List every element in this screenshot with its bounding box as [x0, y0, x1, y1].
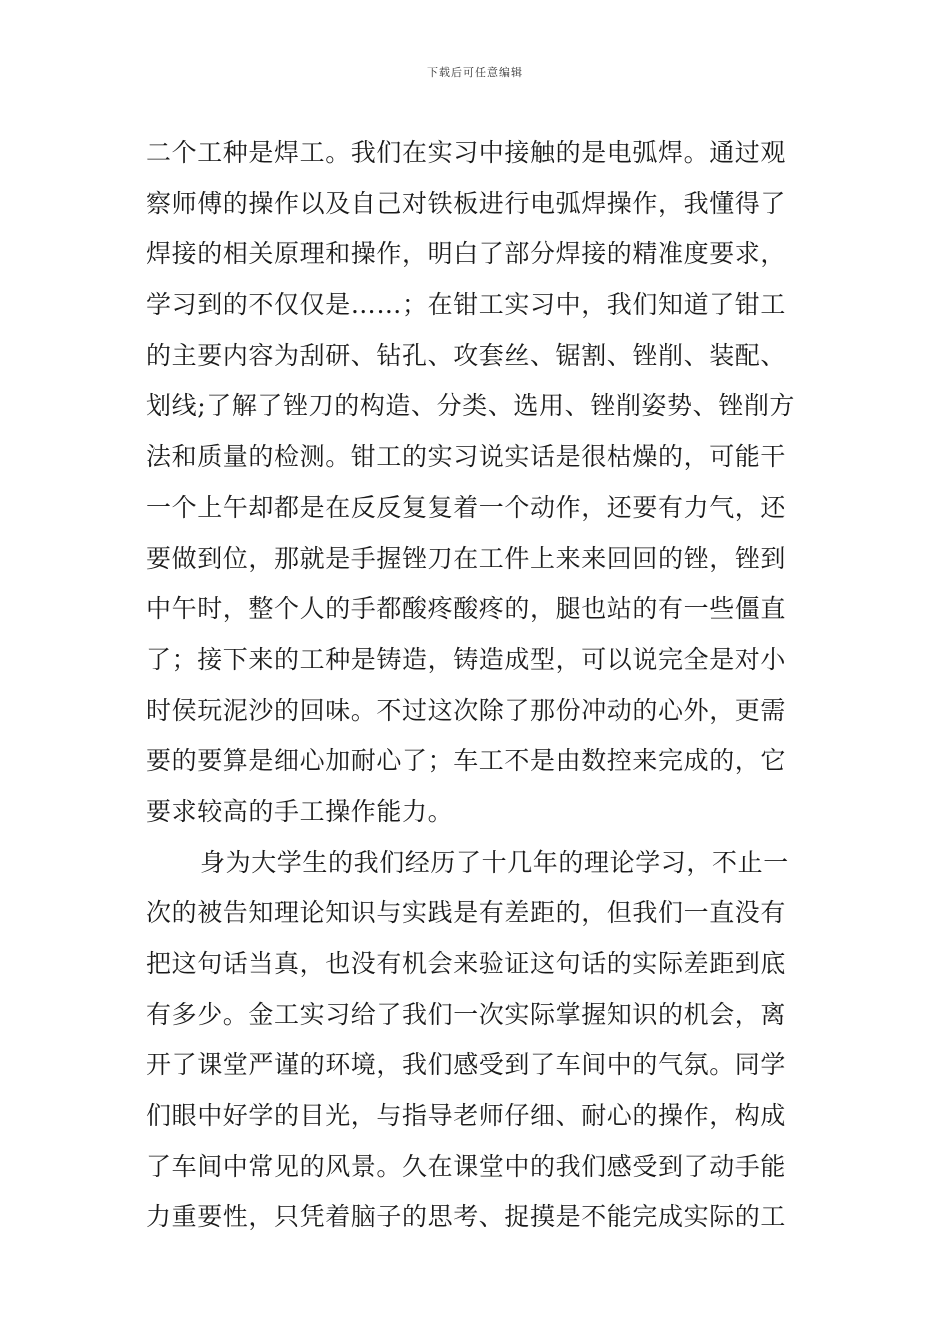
- text-line: 划线;了解了锉刀的构造、分类、选用、锉削姿势、锉削方: [146, 391, 796, 421]
- text-line: 中午时，整个人的手都酸疼酸疼的，腿也站的有一些僵直: [146, 594, 787, 624]
- text-line: 察师傅的操作以及自己对铁板进行电弧焊操作，我懂得了: [146, 188, 787, 218]
- text-line: 要的要算是细心加耐心了；车工不是由数控来完成的，它: [146, 746, 787, 776]
- text-line: 次的被告知理论知识与实践是有差距的，但我们一直没有: [146, 898, 787, 928]
- text-line: 们眼中好学的目光，与指导老师仔细、耐心的操作，构成: [146, 1101, 787, 1131]
- text-line: 学习到的不仅仅是……；在钳工实习中，我们知道了钳工: [146, 290, 787, 320]
- paragraph-first-line: 身为大学生的我们经历了十几年的理论学习，不止一: [200, 847, 789, 877]
- text-line: 把这句话当真，也没有机会来验证这句话的实际差距到底: [146, 949, 787, 978]
- document-body: [146, 128, 806, 1243]
- text-line: 力重要性，只凭着脑子的思考、捉摸是不能完成实际的工: [146, 1202, 787, 1232]
- text-line: 法和质量的检测。钳工的实习说实话是很枯燥的，可能干: [146, 442, 787, 472]
- text-line: 有多少。金工实习给了我们一次实际掌握知识的机会，离: [146, 999, 787, 1029]
- text-line: 开了课堂严谨的环境，我们感受到了车间中的气氛。同学: [146, 1050, 787, 1080]
- text-line: 了；接下来的工种是铸造，铸造成型，可以说完全是对小: [146, 644, 787, 674]
- text-line: 焊接的相关原理和操作，明白了部分焊接的精准度要求，: [146, 239, 787, 269]
- text-line: 要做到位，那就是手握锉刀在工件上来来回回的锉，锉到: [146, 543, 787, 573]
- page-header: 下载后可任意编辑: [427, 66, 523, 79]
- text-line: 一个上午却都是在反反复复着一个动作，还要有力气，还: [146, 492, 787, 522]
- text-line: 要求较高的手工操作能力。: [146, 796, 454, 826]
- text-line: 的主要内容为刮研、钻孔、攻套丝、锯割、锉削、装配、: [146, 340, 787, 370]
- text-line: 二个工种是焊工。我们在实习中接触的是电弧焊。通过观: [146, 138, 787, 167]
- text-line: 了车间中常见的风景。久在课堂中的我们感受到了动手能: [146, 1151, 787, 1181]
- text-line: 时侯玩泥沙的回味。不过这次除了那份冲动的心外，更需: [146, 695, 787, 725]
